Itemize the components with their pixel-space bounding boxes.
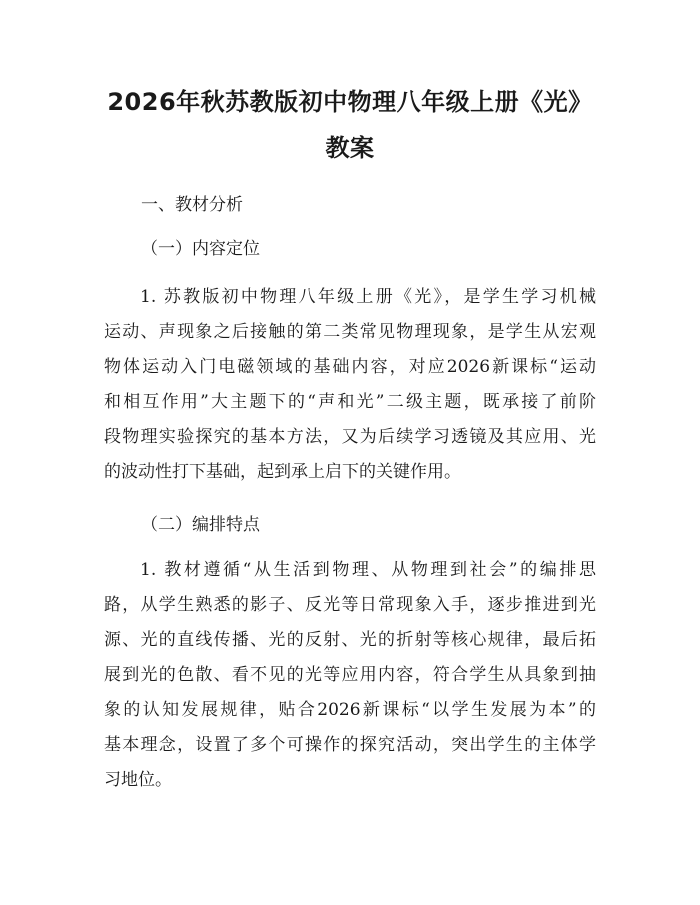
- document-title-continued: 教案: [325, 134, 375, 162]
- paragraph-line: 的波动性打下基础，起到承上启下的关键作用。: [104, 462, 461, 482]
- paragraph-content-positioning: [104, 280, 596, 490]
- paragraph-line: 1. 苏教版初中物理八年级上册《光》，是学生学习机械: [140, 287, 596, 307]
- paragraph-line: 习地位。: [104, 770, 172, 790]
- paragraph-line: 基本理念，设置了多个可操作的探究活动，突出学生的主体学: [104, 735, 596, 755]
- paragraph-line: 1. 教材遵循“从生活到物理、从物理到社会”的编排思: [140, 560, 596, 580]
- paragraph-line: 物体运动入门电磁领域的基础内容，对应2026新课标“运动: [104, 357, 596, 377]
- paragraph-layout-features: [104, 553, 596, 798]
- paragraph-line: 源、光的直线传播、光的反射、光的折射等核心规律，最后拓: [104, 630, 596, 650]
- subsection-heading-content-positioning: （一）内容定位: [141, 239, 260, 259]
- document-title: 2026年秋苏教版初中物理八年级上册《光》: [107, 88, 593, 116]
- paragraph-line: 象的认知发展规律，贴合2026新课标“以学生发展为本”的: [104, 700, 596, 720]
- paragraph-line: 运动、声现象之后接触的第二类常见物理现象，是学生从宏观: [104, 322, 596, 342]
- paragraph-line: 段物理实验探究的基本方法，又为后续学习透镜及其应用、光: [104, 427, 596, 447]
- section-heading-textbook-analysis: 一、教材分析: [141, 195, 243, 215]
- paragraph-line: 展到光的色散、看不见的光等应用内容，符合学生从具象到抽: [104, 665, 596, 685]
- paragraph-line: 路，从学生熟悉的影子、反光等日常现象入手，逐步推进到光: [104, 595, 596, 615]
- subsection-heading-layout-features: （二）编排特点: [141, 515, 260, 535]
- paragraph-line: 和相互作用”大主题下的“声和光”二级主题，既承接了前阶: [104, 392, 596, 412]
